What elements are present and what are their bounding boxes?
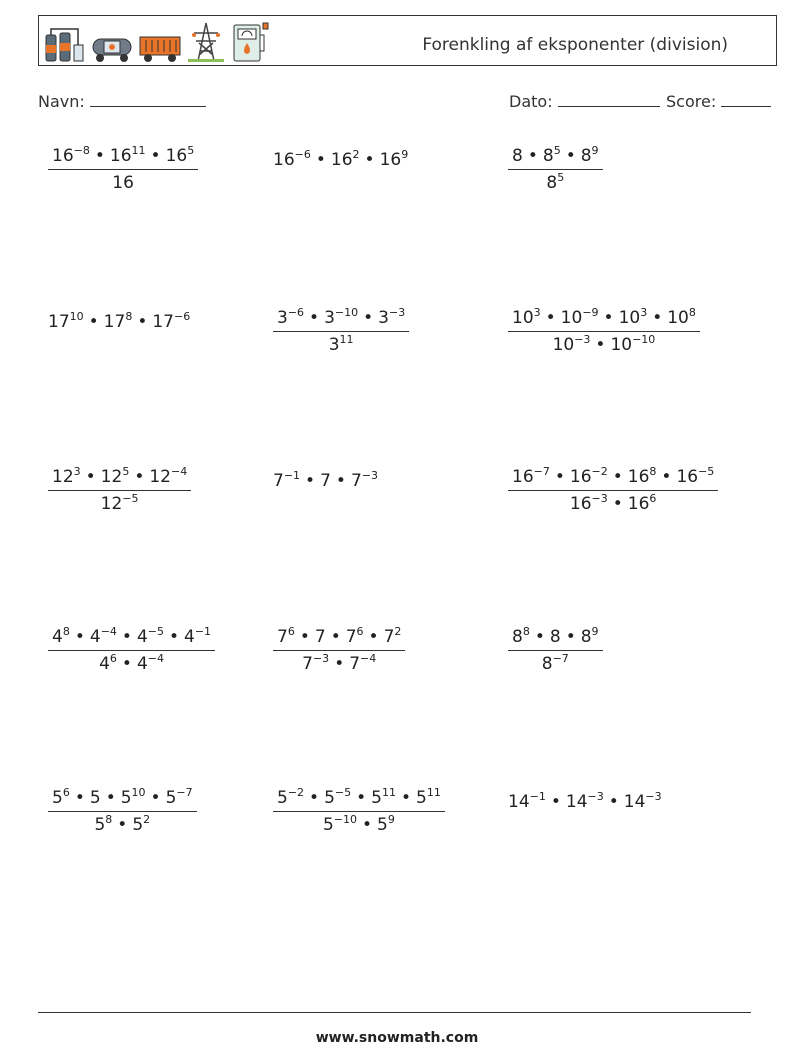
denominator	[48, 811, 197, 835]
base: 4	[52, 627, 63, 647]
multiply-dot: •	[74, 788, 85, 808]
multiply-dot: •	[150, 788, 161, 808]
base: 5	[371, 788, 382, 808]
exponent: −6	[287, 306, 305, 319]
base: 4	[136, 654, 148, 674]
multiply-dot: •	[364, 150, 375, 170]
base: 7	[277, 627, 288, 647]
base: 17	[103, 312, 126, 332]
problem-8	[273, 471, 378, 491]
exponent: 11	[426, 786, 441, 799]
exponent: 8	[649, 465, 657, 478]
problem-14	[273, 788, 445, 835]
multiply-dot: •	[550, 792, 561, 812]
base: 7	[350, 471, 362, 491]
problem-6	[508, 308, 700, 355]
base: 7	[320, 471, 331, 491]
multiply-dot: •	[652, 308, 663, 328]
freight-wagon-icon	[138, 33, 182, 63]
multiply-dot: •	[400, 788, 412, 808]
multiply-dot: •	[545, 308, 556, 328]
product-expression	[273, 150, 408, 170]
multiply-dot: •	[94, 146, 105, 166]
exponent: 11	[131, 144, 146, 157]
base: 4	[89, 627, 101, 647]
base: 8	[580, 146, 592, 166]
multiply-dot: •	[534, 627, 545, 647]
multiply-dot: •	[565, 146, 576, 166]
exponent: 8	[105, 813, 113, 826]
exponent: −5	[698, 465, 715, 478]
multiply-dot: •	[335, 471, 346, 491]
denominator	[508, 169, 603, 193]
base: 8	[512, 146, 523, 166]
base: 5	[324, 788, 335, 808]
exponent: 2	[352, 148, 360, 161]
exponent: −6	[294, 148, 311, 161]
base: 14	[623, 792, 646, 812]
exponent: −10	[334, 306, 359, 319]
multiply-dot: •	[661, 467, 672, 487]
numerator	[48, 146, 198, 169]
base: 16	[627, 494, 650, 514]
fraction	[273, 308, 409, 355]
exponent: 6	[62, 786, 70, 799]
problem-2	[273, 150, 408, 170]
multiply-dot: •	[595, 335, 606, 355]
denominator	[273, 650, 405, 674]
base: 10	[560, 308, 583, 328]
exponent: −5	[334, 786, 352, 799]
multiply-dot: •	[88, 312, 99, 332]
score-field	[666, 92, 771, 111]
base: 5	[277, 788, 288, 808]
date-label: Dato:	[509, 92, 553, 111]
exponent: −3	[388, 306, 406, 319]
multiply-dot: •	[527, 146, 538, 166]
multiply-dot: •	[334, 654, 345, 674]
fraction	[48, 467, 191, 514]
base: 16	[627, 467, 650, 487]
multiply-dot: •	[612, 467, 623, 487]
denominator	[508, 650, 603, 674]
power-pylon-icon	[186, 21, 226, 63]
name-label: Navn:	[38, 92, 85, 111]
exponent: 10	[69, 310, 84, 323]
base: 3	[378, 308, 389, 328]
base: 5	[416, 788, 427, 808]
base: 7	[383, 627, 395, 647]
base: 5	[120, 788, 132, 808]
base: 16	[676, 467, 699, 487]
problem-11	[273, 627, 405, 674]
base: 16	[512, 467, 534, 487]
exponent: −4	[100, 625, 117, 638]
exponent: −3	[587, 790, 604, 803]
multiply-dot: •	[134, 467, 145, 487]
base: 16	[330, 150, 353, 170]
denominator	[273, 811, 445, 835]
worksheet-title: Forenkling af eksponenter (division)	[422, 35, 728, 55]
base: 3	[277, 308, 288, 328]
numerator	[273, 308, 409, 331]
numerator	[273, 788, 445, 811]
base: 17	[152, 312, 174, 332]
exponent: −9	[582, 306, 599, 319]
date-field	[509, 92, 660, 111]
multiply-dot: •	[356, 788, 367, 808]
denominator	[508, 331, 700, 355]
base: 10	[512, 308, 534, 328]
base: 8	[580, 627, 592, 647]
problem-15	[508, 792, 662, 812]
multiply-dot: •	[150, 146, 161, 166]
exponent: 11	[381, 786, 396, 799]
exponent: −10	[333, 813, 358, 826]
exponent: 3	[73, 465, 81, 478]
exponent: 6	[649, 492, 657, 505]
exponent: −3	[591, 492, 608, 505]
tank-wagon-icon	[90, 33, 134, 63]
exponent: −3	[361, 469, 378, 482]
exponent: −3	[312, 652, 330, 665]
base: 12	[100, 494, 123, 514]
problem-12	[508, 627, 603, 674]
multiply-dot: •	[121, 627, 132, 647]
numerator	[508, 308, 700, 331]
base: 4	[184, 627, 195, 647]
fraction	[508, 308, 700, 355]
problem-10	[48, 627, 215, 674]
denominator	[508, 490, 718, 514]
exponent: 9	[591, 144, 599, 157]
exponent: 9	[591, 625, 599, 638]
footer-url: www.snowmath.com	[315, 1030, 479, 1046]
multiply-dot: •	[612, 494, 623, 514]
exponent: −10	[632, 333, 656, 346]
multiply-dot: •	[362, 815, 373, 835]
base: 10	[618, 308, 641, 328]
base: 5	[377, 815, 388, 835]
exponent: 5	[557, 171, 565, 184]
exponent: −1	[529, 790, 546, 803]
fraction	[508, 627, 603, 674]
multiply-dot: •	[117, 815, 128, 835]
numerator	[48, 467, 191, 490]
product-expression	[48, 312, 190, 332]
base: 12	[52, 467, 74, 487]
exponent: −6	[173, 310, 191, 323]
numerator	[508, 467, 718, 490]
multiply-dot: •	[299, 627, 310, 647]
multiply-dot: •	[309, 308, 320, 328]
multiply-dot: •	[368, 627, 379, 647]
fuel-pump-icon	[230, 21, 270, 63]
footer-divider	[38, 1012, 751, 1013]
base: 14	[565, 792, 588, 812]
denominator	[48, 490, 191, 514]
product-expression	[273, 471, 378, 491]
base: 16	[569, 494, 592, 514]
exponent: −4	[360, 652, 377, 665]
base: 16	[52, 146, 74, 166]
denominator	[48, 169, 198, 193]
base: 7	[345, 627, 357, 647]
exponent: −8	[73, 144, 90, 157]
base: 3	[324, 308, 335, 328]
exponent: −7	[552, 652, 569, 665]
fraction	[508, 146, 603, 193]
header-icons	[44, 21, 270, 63]
base: 5	[322, 815, 334, 835]
problem-7	[48, 467, 191, 514]
multiply-dot: •	[105, 788, 116, 808]
base: 3	[328, 335, 340, 355]
exponent: −5	[147, 625, 164, 638]
exponent: 5	[553, 144, 561, 157]
problem-13	[48, 788, 197, 835]
exponent: 5	[122, 465, 130, 478]
exponent: 3	[533, 306, 541, 319]
exponent: 10	[131, 786, 146, 799]
fraction	[273, 788, 445, 835]
base: 8	[546, 173, 558, 193]
multiply-dot: •	[565, 627, 576, 647]
numerator	[273, 627, 405, 650]
base: 7	[273, 471, 284, 491]
exponent: 3	[640, 306, 648, 319]
multiply-dot: •	[74, 627, 85, 647]
fraction	[48, 146, 198, 193]
numerator	[48, 627, 215, 650]
exponent: 9	[387, 813, 395, 826]
exponent: −3	[645, 790, 662, 803]
exponent: 9	[401, 148, 409, 161]
base: 5	[165, 788, 177, 808]
base: 17	[48, 312, 70, 332]
exponent: −2	[591, 465, 608, 478]
base: 7	[302, 654, 313, 674]
base: 12	[149, 467, 171, 487]
multiply-dot: •	[309, 788, 320, 808]
base: 16	[379, 150, 402, 170]
multiply-dot: •	[315, 150, 326, 170]
score-blank	[721, 92, 771, 107]
exponent: 8	[688, 306, 696, 319]
problem-9	[508, 467, 718, 514]
worksheet-header	[38, 15, 777, 66]
multiply-dot: •	[305, 471, 316, 491]
base: 16	[273, 150, 295, 170]
name-field	[38, 92, 206, 111]
base: 16	[569, 467, 592, 487]
multiply-dot: •	[121, 654, 132, 674]
denominator	[273, 331, 409, 355]
exponent: 8	[62, 625, 70, 638]
fraction	[48, 627, 215, 674]
exponent: 6	[356, 625, 364, 638]
name-blank	[90, 92, 206, 107]
exponent: 8	[522, 625, 530, 638]
exponent: 6	[109, 652, 117, 665]
fraction	[273, 627, 405, 674]
gas-cylinders-icon	[44, 27, 86, 63]
numerator	[508, 627, 603, 650]
multiply-dot: •	[137, 312, 148, 332]
problem-5	[273, 308, 409, 355]
base: 10	[667, 308, 689, 328]
exponent: 11	[339, 333, 354, 346]
base: 7	[349, 654, 361, 674]
exponent: −1	[194, 625, 212, 638]
denominator	[48, 650, 215, 674]
multiply-dot: •	[85, 467, 96, 487]
numerator	[508, 146, 603, 169]
product-expression	[508, 792, 662, 812]
exponent: −2	[287, 786, 305, 799]
problem-3	[508, 146, 603, 193]
base: 14	[508, 792, 530, 812]
exponent: 5	[187, 144, 195, 157]
exponent: 6	[287, 625, 295, 638]
exponent: 2	[394, 625, 402, 638]
base: 8	[512, 627, 523, 647]
exponent: −7	[176, 786, 193, 799]
exponent: −1	[283, 469, 301, 482]
base: 8	[542, 146, 554, 166]
multiply-dot: •	[168, 627, 180, 647]
base: 7	[314, 627, 326, 647]
exponent: −7	[533, 465, 550, 478]
multiply-dot: •	[363, 308, 374, 328]
multiply-dot: •	[603, 308, 614, 328]
base: 4	[99, 654, 110, 674]
base: 16	[165, 146, 188, 166]
base: 5	[89, 788, 101, 808]
exponent: −4	[147, 652, 164, 665]
problem-1	[48, 146, 198, 193]
base: 10	[552, 335, 575, 355]
base: 16	[109, 146, 132, 166]
base: 10	[610, 335, 633, 355]
base: 5	[94, 815, 106, 835]
score-label: Score:	[666, 92, 717, 111]
base: 8	[541, 654, 553, 674]
numerator	[48, 788, 197, 811]
fraction	[48, 788, 197, 835]
base: 5	[52, 788, 63, 808]
base: 12	[100, 467, 123, 487]
exponent: 8	[125, 310, 133, 323]
multiply-dot: •	[608, 792, 619, 812]
fraction	[508, 467, 718, 514]
multiply-dot: •	[554, 467, 565, 487]
multiply-dot: •	[330, 627, 341, 647]
date-blank	[558, 92, 660, 107]
exponent: −5	[122, 492, 139, 505]
base: 5	[132, 815, 144, 835]
problem-4	[48, 312, 190, 332]
exponent: 2	[143, 813, 151, 826]
base: 8	[549, 627, 561, 647]
exponent: −3	[574, 333, 591, 346]
base: 4	[136, 627, 148, 647]
exponent: −4	[170, 465, 188, 478]
base: 16	[112, 173, 134, 193]
